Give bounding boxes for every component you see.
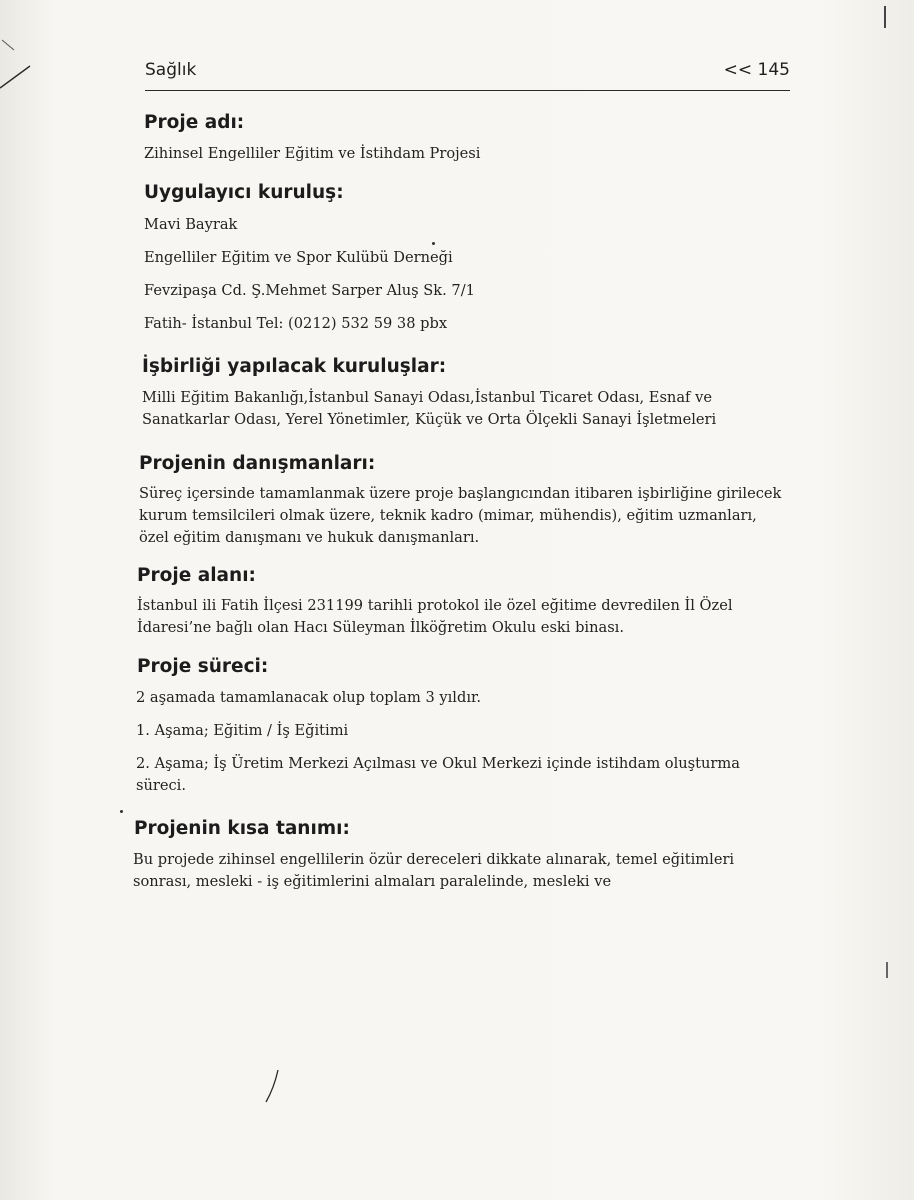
section-line: Fatih- İstanbul Tel: (0212) 532 59 38 pbx xyxy=(144,315,448,332)
page-content xyxy=(133,112,788,893)
section-line: Engelliler Eğitim ve Spor Kulübü Derneği xyxy=(144,249,453,266)
project-name-section xyxy=(136,112,788,165)
page-edge-mark xyxy=(884,6,886,28)
section-line: Mavi Bayrak xyxy=(144,216,238,233)
section-text: İstanbul ili Fatih İlçesi 231199 tarihli protokol ile özel eğitime devredilen İl Özel İdaresi’ne bağlı olan Hacı Süleyman İlköğretim Okulu eski binası. xyxy=(137,597,733,636)
dust-speck xyxy=(120,810,123,813)
pen-stroke-mark xyxy=(262,1068,282,1108)
partners-section xyxy=(136,356,788,431)
section-heading: Proje alanı: xyxy=(137,565,256,586)
implementing-org-section xyxy=(136,182,788,335)
section-heading: İşbirliği yapılacak kuruluşlar: xyxy=(142,356,447,377)
section-heading: Uygulayıcı kuruluş: xyxy=(144,182,344,203)
section-heading: Proje adı: xyxy=(144,112,245,133)
page-edge-mark xyxy=(886,962,888,978)
project-area-section xyxy=(136,565,788,639)
section-heading: Projenin kısa tanımı: xyxy=(134,818,350,839)
project-process-section xyxy=(136,656,788,797)
section-text: Milli Eğitim Bakanlığı,İstanbul Sanayi Odası,İstanbul Ticaret Odası, Esnaf ve Sanatkarlar Odası, Yerel Yönetimler, Küçük ve Orta Ölçekli Sanayi İşletmeleri xyxy=(142,389,717,428)
section-text: Süreç içersinde tamamlanmak üzere proje başlangıcından itibaren işbirliğine girilecek kurum temsilcileri olmak üzere, teknik kadro (mimar, mühendis), eğitim uzmanları, özel eğitim danışmanı ve hukuk danışmanları. xyxy=(139,485,782,546)
section-heading: Proje süreci: xyxy=(137,656,269,677)
section-text: Bu projede zihinsel engellilerin özür dereceleri dikkate alınarak, temel eğitimleri sonrası, mesleki - iş eğitimlerini almaları paralelinde, mesleki ve xyxy=(133,851,735,890)
page-header xyxy=(145,58,790,91)
section-text: Zihinsel Engelliler Eğitim ve İstihdam Projesi xyxy=(144,145,481,162)
section-line: 2 aşamada tamamlanacak olup toplam 3 yıldır. xyxy=(136,689,481,706)
consultants-section xyxy=(136,453,788,549)
section-line: 2. Aşama; İş Üretim Merkezi Açılması ve Okul Merkezi içinde istihdam oluşturma süreci. xyxy=(136,755,740,794)
page-number: << 145 xyxy=(723,60,790,80)
pen-stroke-mark xyxy=(0,38,40,98)
section-line: Fevzipaşa Cd. Ş.Mehmet Sarper Aluş Sk. 7/1 xyxy=(144,282,475,299)
section-heading: Projenin danışmanları: xyxy=(139,453,376,474)
section-title: Sağlık xyxy=(145,60,197,80)
section-line: 1. Aşama; Eğitim / İş Eğitimi xyxy=(136,722,349,739)
short-description-section xyxy=(133,818,788,893)
